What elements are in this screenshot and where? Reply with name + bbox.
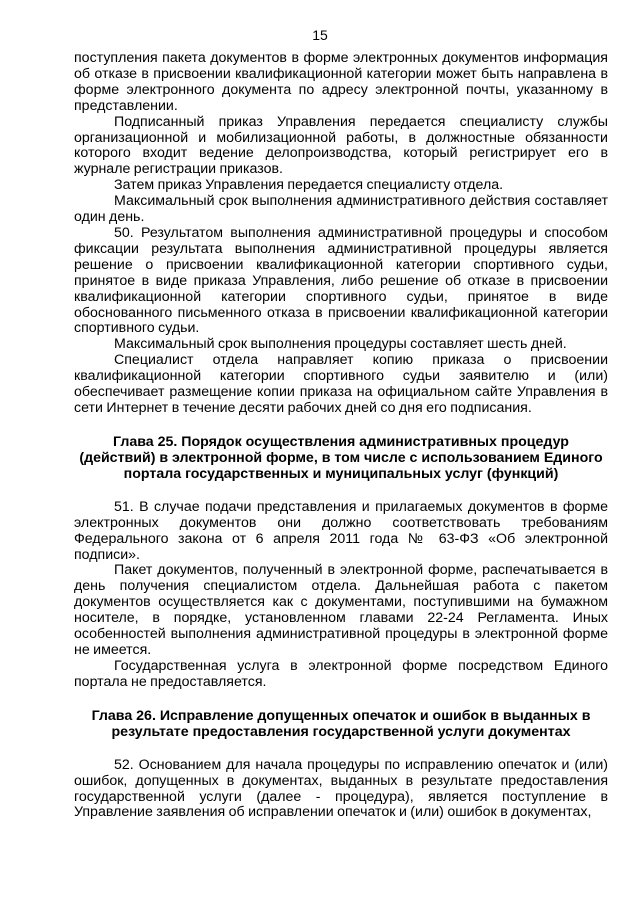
paragraph: 51. В случае подачи представления и прилагаемых документов в форме электронных документов они должно соответствовать требованиям Федерального закона от 6 апреля 2011 года № 63-ФЗ «Об электронной подписи». <box>74 498 608 563</box>
page-number: 15 <box>312 27 328 43</box>
paragraph: Государственная услуга в электронной форме посредством Единого портала не предоставляется. <box>74 657 608 690</box>
chapter-25-heading: Глава 25. Порядок осуществления административных процедур (действий) в электронной форме, в том числе с использованием Единого портала государственных и муниципальных услуг (функций) <box>79 433 603 482</box>
paragraph: поступления пакета документов в форме электронных документов информация об отказе в присвоении квалификационной категории может быть направлена в форме электронного документа по адресу электронной почты, указанному в представлении. <box>74 50 608 114</box>
paragraph: Максимальный срок выполнения процедуры составляет шесть дней. <box>114 336 567 353</box>
paragraph: Затем приказ Управления передается специалисту отдела. <box>114 177 504 194</box>
chapter-26-heading: Глава 26. Исправление допущенных опечаток и ошибок в выданных в результате предоставления государственной услуги документах <box>91 707 591 740</box>
document-body <box>74 51 608 821</box>
paragraph: Подписанный приказ Управления передается специалисту службы организационной и мобилизационной работы, в должностные обязанности которого входит ведение делопроизводства, который регистрирует его в журнале регистрации приказов. <box>74 113 608 178</box>
paragraph: Пакет документов, полученный в электронной форме, распечатывается в день получения специалистом отдела. Дальнейшая работа с пакетом документов осуществляется как с документами, поступившими на бумажном носителе, в порядке, установленном главами 22-24 Регламента. Иных особенностей выполнения административной процедуры в электронной форме не имеется. <box>74 562 608 658</box>
paragraph: 52. Основанием для начала процедуры по исправлению опечаток и (или) ошибок, допущенных в документах, выданных в результате предоставления государственной услуги (далее - процедура), является поступление в Управление заявления об исправлении опечаток и (или) ошибок в документах, <box>74 756 608 821</box>
paragraph: Максимальный срок выполнения административного действия составляет один день. <box>74 193 608 226</box>
paragraph: Специалист отдела направляет копию приказа о присвоении квалификационной категории спортивного судьи заявителю и (или) обеспечивает размещение копии приказа на официальном сайте Управления в сети Интернет в течение десяти рабочих дней со дня его подписания. <box>74 352 608 416</box>
paragraph: 50. Результатом выполнения административной процедуры и способом фиксации результата выполнения административной процедуры является решение о присвоении квалификационной категории спортивного судьи, принятое в виде приказа Управления, либо решение об отказе в присвоении квалификационной категории спортивного судьи, принятое в виде обоснованного письменного отказа в присвоении квалификационной категории спортивного судьи. <box>74 224 608 337</box>
